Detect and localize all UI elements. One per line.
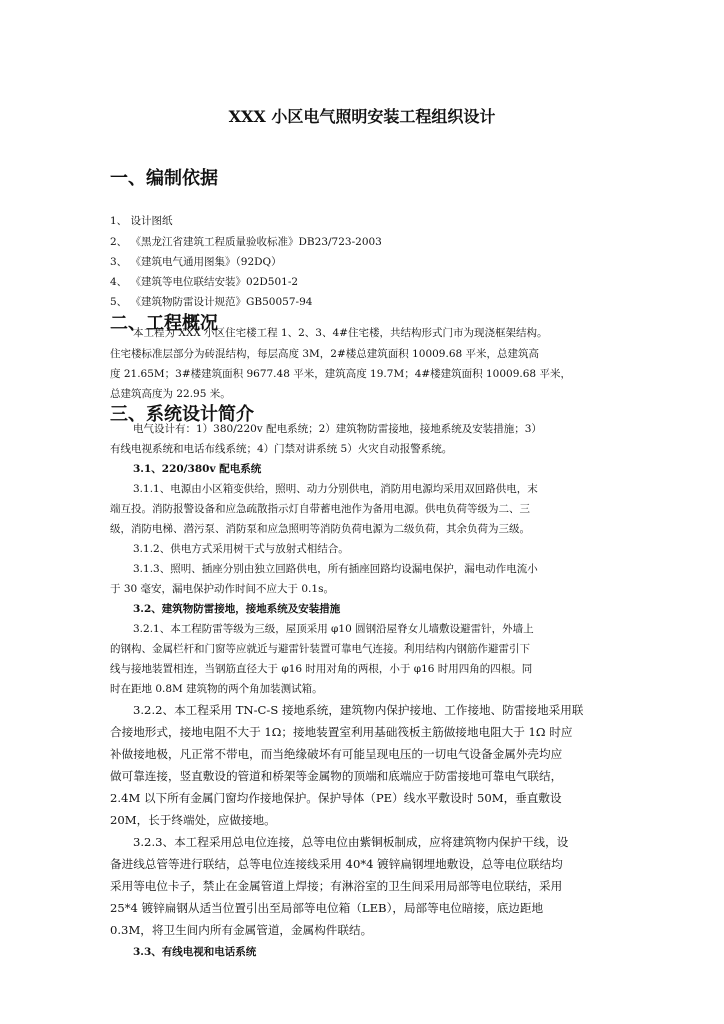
paragraph-line: 3.2.2、本工程采用 TN-C-S 接地系统，建筑物内保护接地、工作接地、防雷接地采用联: [133, 703, 584, 717]
paragraph-line: 2.4M 以下所有金属门窗均作接地保护。保护导体（PE）线水平敷设时 50M，垂直敷设: [110, 791, 562, 805]
paragraph-line: 住宅楼标准层部分为砖混结构，每层高度 3M，2#楼总建筑面积 10009.68 平米，总建筑高: [110, 348, 540, 360]
paragraph-line: 采用等电位卡子，禁止在金属管道上焊接；有淋浴室的卫生间采用局部等电位联结，采用: [110, 879, 563, 893]
paragraph-line: 有线电视系统和电话布线系统；4）门禁对讲系统 5）火灾自动报警系统。: [110, 443, 453, 455]
reference-item: 4、 《建筑等电位联结安装》02D501-2: [110, 276, 299, 288]
paragraph-line: 补做接地极，凡正常不带电，而当绝缘破坏有可能呈现电压的一切电气设备金属外壳均应: [110, 747, 563, 761]
subsection-heading-lightning: 3.2、建筑物防雷接地，接地系统及安装措施: [133, 603, 341, 615]
paragraph-line: 3.2.1、本工程防雷等级为三级，屋顶采用 φ10 圆钢沿屋脊女儿墙敷设避雷针，外墙上: [133, 623, 534, 635]
paragraph-line: 线与接地装置相连，当钢筋直径大于 φ16 时用对角的两根，小于 φ16 时用四角的四根。同: [110, 663, 533, 675]
subsection-heading-power: 3.1、220/380v 配电系统: [133, 463, 262, 475]
document-title: XXX 小区电气照明安装工程组织设计: [228, 107, 496, 126]
paragraph-line: 度 21.65M；3#楼建筑面积 9677.48 平米，建筑高度 19.7M；4#楼建筑面积 10009.68 平米，: [110, 368, 571, 380]
paragraph-line: 25*4 镀锌扁钢从适当位置引出至局部等电位箱（LEB），局部等电位暗接，底边距地: [110, 901, 544, 915]
reference-item: 5、 《建筑物防雷设计规范》GB50057-94: [110, 296, 313, 308]
section-heading-basis: 一、编制依据: [110, 168, 218, 189]
reference-item: 2、 《黑龙江省建筑工程质量验收标准》DB23/723-2003: [110, 236, 382, 248]
paragraph-line: 0.3M，将卫生间内所有金属管道，金属构件联结。: [110, 923, 373, 937]
paragraph-line: 总建筑高度为 22.95 米。: [110, 388, 231, 400]
paragraph-line: 于 30 毫安，漏电保护动作时间不应大于 0.1s。: [110, 583, 334, 595]
paragraph-line: 3.2.3、本工程采用总电位连接，总等电位由紫铜板制成，应将建筑物内保护干线，设: [133, 835, 569, 849]
paragraph-line: 时在距地 0.8M 建筑物的两个角加装测试箱。: [110, 683, 323, 695]
paragraph-line: 本工程为 XXX 小区住宅楼工程 1、2、3、4#住宅楼，共结构形式门市为现浇框架结构。: [133, 327, 548, 339]
paragraph-line: 做可靠连接，竖直敷设的管道和桥架等金属物的顶端和底端应于防雷接地可靠电气联结，: [110, 769, 563, 783]
section-heading-overview: 二、工程概况: [110, 313, 218, 334]
subsection-heading-tv-phone: 3.3、有线电视和电话系统: [133, 946, 257, 958]
reference-item: 1、 设计图纸: [110, 215, 173, 227]
paragraph-line: 的钢构、金属栏杆和门窗等应就近与避雷针装置可靠电气连接。利用结构内钢筋作避雷引下: [110, 643, 530, 655]
paragraph-line: 3.1.1、电源由小区箱变供给，照明、动力分别供电，消防用电源均采用双回路供电，末: [133, 483, 538, 495]
paragraph-line: 备进线总管等进行联结，总等电位连接线采用 40*4 镀锌扁钢埋地敷设，总等电位联结均: [110, 857, 563, 871]
paragraph-line: 端互投。消防报警设备和应急疏散指示灯自带蓄电池作为备用电源。供电负荷等级为二、三: [110, 503, 530, 515]
paragraph-line: 20M，长于终端处，应做接地。: [110, 813, 276, 827]
section-heading-system: 三、系统设计简介: [110, 404, 254, 425]
paragraph-line: 3.1.2、供电方式采用树干式与放射式相结合。: [133, 543, 349, 555]
paragraph-line: 3.1.3、照明、插座分别由独立回路供电，所有插座回路均设漏电保护，漏电动作电流小: [133, 563, 538, 575]
paragraph-line: 合接地形式，接地电阻不大于 1Ω；接地装置室利用基础筏板主筋做接地电阻大于 1Ω 时应: [110, 725, 573, 739]
paragraph-line: 电气设计有：1）380/220v 配电系统；2）建筑物防雷接地，接地系统及安装措施；3）: [133, 423, 542, 435]
paragraph-line: 级，消防电梯、潜污泵、消防泵和应急照明等消防负荷电源为二级负荷，其余负荷为三级。: [110, 523, 530, 535]
reference-item: 3、 《建筑电气通用图集》（92DQ）: [110, 256, 282, 268]
